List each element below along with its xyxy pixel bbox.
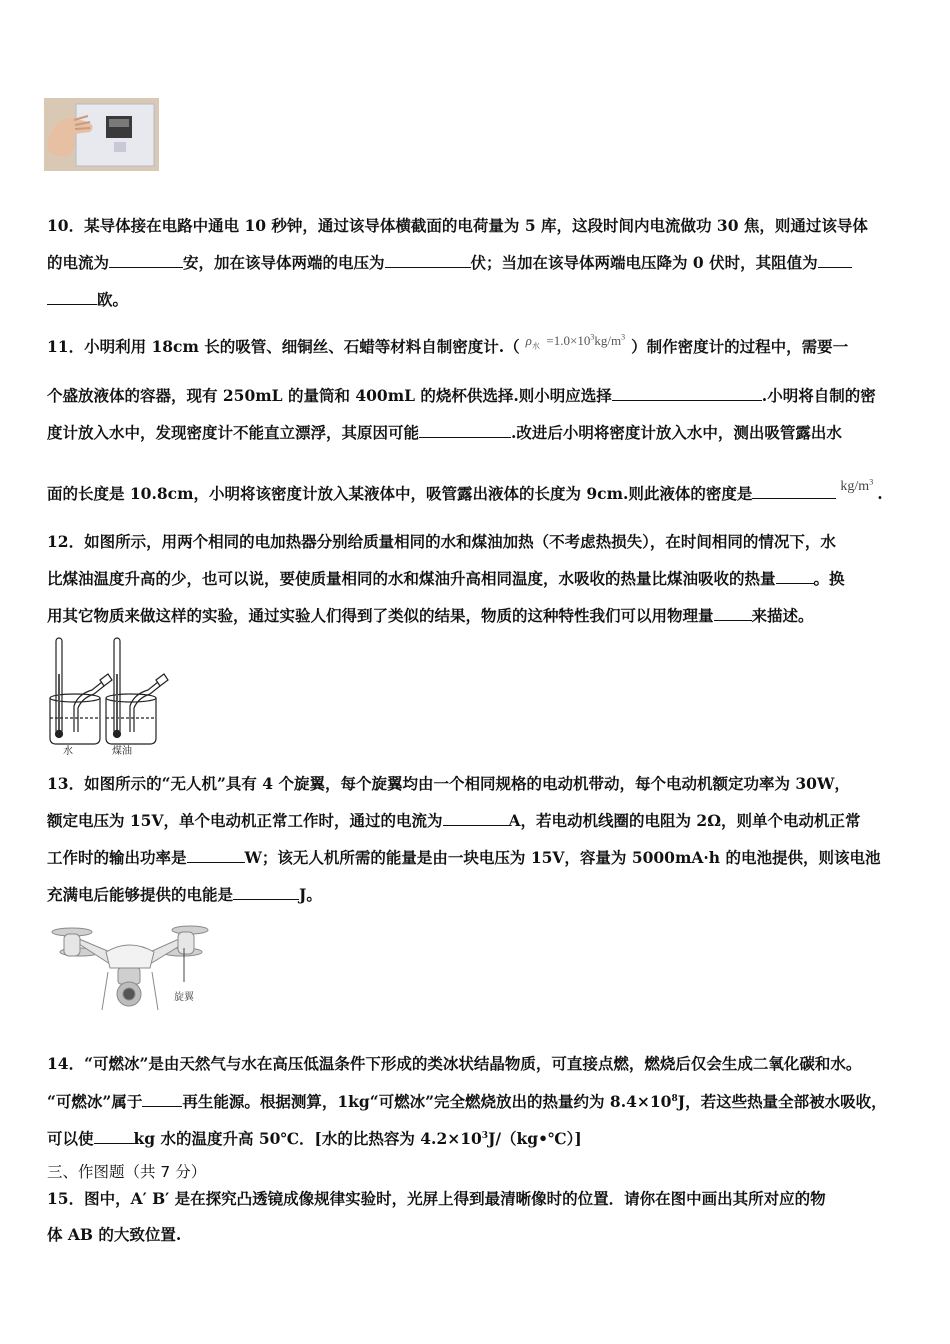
- section-title: 三、作图题（共 7 分）: [47, 1163, 207, 1181]
- q13-blank-current[interactable]: [443, 811, 509, 826]
- q10-line-3: [47, 288, 128, 310]
- q12-text: 用其它物质来做这样的实验，通过实验人们得到了类似的结果，物质的这种特性我们可以用物理量: [47, 606, 714, 625]
- q11-line-4: [47, 477, 883, 504]
- q14-exponent: 3: [481, 1130, 489, 1141]
- q12-text: 。换: [813, 569, 845, 588]
- q11-text: .小明将自制的密: [761, 386, 876, 405]
- q14-text: 可以使: [47, 1129, 94, 1148]
- q13-text: A，若电动机线圈的电阻为 2Ω，则单个电动机正常: [508, 811, 861, 830]
- q10-text: 伏；当加在该导体两端电压降为 0 伏时，其阻值为: [470, 253, 818, 272]
- q12-text: 比煤油温度升高的少，也可以说，要使质量相同的水和煤油升高相同温度，水吸收的热量比煤油吸收的热量: [47, 569, 776, 588]
- q12-line-3: [47, 604, 814, 626]
- density-unit: $kg/m^3$: [840, 477, 874, 494]
- q10-blank-resistance[interactable]: [818, 253, 852, 268]
- q11-blank-density[interactable]: [752, 484, 836, 499]
- q14-blank-renewable[interactable]: [142, 1092, 182, 1107]
- heating-experiment-figure: [44, 634, 172, 758]
- q11-text: .: [877, 484, 883, 503]
- q13-line-3: [47, 846, 880, 868]
- q12-blank-quantity[interactable]: [714, 606, 752, 621]
- q14-text: 再生能源。根据测算，1kg“可燃冰”完全燃烧放出的热量约为 8.4×10: [182, 1092, 672, 1111]
- q13-text: J。: [299, 885, 322, 904]
- q13-text: W；该无人机所需的能量是由一块电压为 15V，容量为 5000mA·h 的电池提供，则该电池: [244, 848, 881, 867]
- q14-text: J/（kg•℃）]: [488, 1129, 582, 1148]
- rotor-label: 旋翼: [174, 992, 194, 1003]
- q12-text: 来描述。: [751, 606, 814, 625]
- q15-line-2: 体 AB 的大致位置.: [47, 1225, 182, 1244]
- q14-blank-mass[interactable]: [94, 1129, 134, 1144]
- q11-text: .改进后小明将密度计放入水中，测出吸管露出水: [511, 423, 842, 442]
- kerosene-label: 煤油: [112, 746, 132, 757]
- q11-line-3: [47, 421, 842, 443]
- hand-device-figure: [44, 98, 159, 171]
- q14-exponent: 8: [671, 1093, 678, 1104]
- q11-text: ）制作密度计的过程中，需要一: [631, 337, 849, 356]
- q13-blank-output-power[interactable]: [187, 848, 245, 863]
- q10-line-2: [47, 251, 852, 273]
- q12-blank-heat[interactable]: [776, 569, 814, 584]
- q15-line-1: 15．图中，A′ B′ 是在探究凸透镜成像规律实验时，光屏上得到最清晰像时的位置．请你在图中画出其所对应的物: [47, 1189, 826, 1208]
- q14-line-2: [47, 1090, 887, 1112]
- q13-line-2: [47, 809, 861, 831]
- density-of-water-formula: ρ水 =1.0×103kg/m3: [525, 332, 626, 351]
- water-label: 水: [63, 746, 73, 757]
- q11-text: 度计放入水中，发现密度计不能直立漂浮，其原因可能: [47, 423, 420, 442]
- q11-blank-reason[interactable]: [419, 423, 511, 438]
- q12-line-1: 12．如图所示，用两个相同的电加热器分别给质量相同的水和煤油加热（不考虑热损失），在时间相同的情况下，水: [47, 532, 836, 551]
- q11-blank-container[interactable]: [612, 386, 762, 401]
- q14-line-3: [47, 1127, 582, 1149]
- q13-text: 充满电后能够提供的电能是: [47, 885, 234, 904]
- q10-blank-voltage[interactable]: [385, 253, 471, 268]
- q14-text: kg 水的温度升高 50℃．[水的比热容为 4.2×10: [133, 1129, 482, 1148]
- q12-line-2: [47, 567, 845, 589]
- drone-figure: [50, 918, 210, 1030]
- q13-blank-energy[interactable]: [233, 885, 299, 900]
- q14-text: “可燃冰”属于: [47, 1092, 143, 1111]
- q10-text: 安，加在该导体两端的电压为: [183, 253, 385, 272]
- q11-text: 面的长度是 10.8cm，小明将该密度计放入某液体中，吸管露出液体的长度为 9cm.则此液体的密度是: [47, 484, 753, 503]
- q10-blank-current[interactable]: [109, 253, 183, 268]
- q14-line-1: 14．“可燃冰”是由天然气与水在高压低温条件下形成的类冰状结晶物质，可直接点燃，燃烧后仅会生成二氧化碳和水。: [47, 1054, 862, 1073]
- q10-blank-resistance-cont[interactable]: [47, 290, 97, 305]
- q13-line-4: [47, 883, 322, 905]
- q13-text: 工作时的输出功率是: [47, 848, 187, 867]
- q11-line-2: [47, 384, 876, 406]
- q13-line-1: 13．如图所示的“无人机”具有 4 个旋翼，每个旋翼均由一个相同规格的电动机带动，每个电动机额定功率为 30W，: [47, 774, 850, 793]
- q11-line-1: [47, 332, 849, 359]
- q14-text: J，若这些热量全部被水吸收，: [677, 1092, 887, 1111]
- q13-text: 额定电压为 15V，单个电动机正常工作时，通过的电流为: [47, 811, 443, 830]
- q11-text: 11．小明利用 18cm 长的吸管、细铜丝、石蜡等材料自制密度计.（: [47, 337, 520, 356]
- q10-text: 的电流为: [47, 253, 110, 272]
- q10-text: 欧。: [97, 290, 129, 309]
- q11-text: 个盛放液体的容器，现有 250mL 的量筒和 400mL 的烧杯供选择.则小明应选择: [47, 386, 612, 405]
- q10-line-1: 10．某导体接在电路中通电 10 秒钟，通过该导体横截面的电荷量为 5 库，这段时间内电流做功 30 焦，则通过该导体: [47, 216, 868, 235]
